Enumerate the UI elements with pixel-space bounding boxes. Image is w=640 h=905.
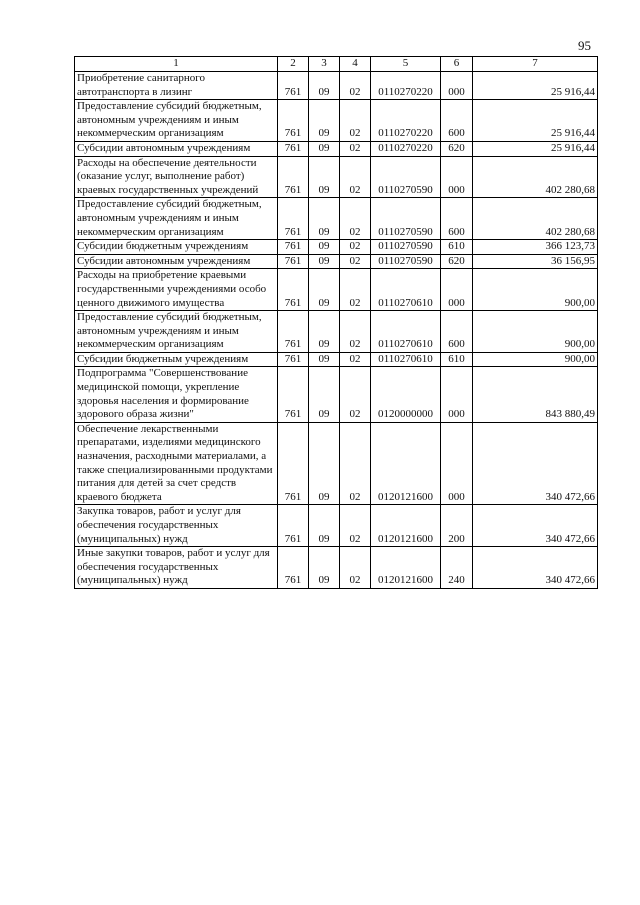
ministry-code-cell: 761 <box>278 198 309 240</box>
expense-type-cell: 610 <box>441 352 473 367</box>
table-row <box>75 547 598 589</box>
expense-name-cell: Субсидии автономным учреждениям <box>75 141 278 156</box>
table-row <box>75 72 598 100</box>
expense-name-cell: Расходы на приобретение краевыми государственными учреждениями особо ценного движимого имущества <box>75 269 278 311</box>
table-row <box>75 156 598 198</box>
amount-cell: 402 280,68 <box>473 156 598 198</box>
ministry-code-cell: 761 <box>278 254 309 269</box>
target-article-cell: 0110270220 <box>371 72 441 100</box>
header-col-5: 5 <box>371 57 441 72</box>
section-code-cell: 09 <box>309 422 340 505</box>
table-row <box>75 254 598 269</box>
table-row <box>75 141 598 156</box>
section-code-cell: 09 <box>309 367 340 422</box>
table-row <box>75 198 598 240</box>
expense-name-cell: Субсидии автономным учреждениям <box>75 254 278 269</box>
table-row <box>75 269 598 311</box>
ministry-code-cell: 761 <box>278 352 309 367</box>
ministry-code-cell: 761 <box>278 141 309 156</box>
expense-type-cell: 000 <box>441 269 473 311</box>
target-article-cell: 0110270610 <box>371 352 441 367</box>
section-code-cell: 09 <box>309 240 340 255</box>
page-number: 95 <box>578 38 591 53</box>
subsection-code-cell: 02 <box>340 311 371 353</box>
header-col-3: 3 <box>309 57 340 72</box>
header-col-7: 7 <box>473 57 598 72</box>
expense-name-cell: Закупка товаров, работ и услуг для обеспечения государственных (муниципальных) нужд <box>75 505 278 547</box>
amount-cell: 25 916,44 <box>473 72 598 100</box>
section-code-cell: 09 <box>309 505 340 547</box>
subsection-code-cell: 02 <box>340 141 371 156</box>
section-code-cell: 09 <box>309 198 340 240</box>
expense-name-cell: Обеспечение лекарственными препаратами, изделиями медицинского назначения, расходными материалами, а также специализированными продуктами питания для детей за счет средств краевого бюджета <box>75 422 278 505</box>
section-code-cell: 09 <box>309 156 340 198</box>
expense-type-cell: 600 <box>441 311 473 353</box>
expense-type-cell: 620 <box>441 141 473 156</box>
amount-cell: 900,00 <box>473 311 598 353</box>
amount-cell: 900,00 <box>473 352 598 367</box>
ministry-code-cell: 761 <box>278 547 309 589</box>
section-code-cell: 09 <box>309 547 340 589</box>
table-row <box>75 240 598 255</box>
amount-cell: 340 472,66 <box>473 547 598 589</box>
table-row <box>75 352 598 367</box>
expense-name-cell: Предоставление субсидий бюджетным, автономным учреждениям и иным некоммерческим организациям <box>75 100 278 142</box>
subsection-code-cell: 02 <box>340 156 371 198</box>
ministry-code-cell: 761 <box>278 100 309 142</box>
header-row <box>75 57 598 72</box>
table-row <box>75 422 598 505</box>
section-code-cell: 09 <box>309 100 340 142</box>
budget-table <box>74 56 598 589</box>
section-code-cell: 09 <box>309 311 340 353</box>
expense-name-cell: Подпрограмма "Совершенствование медицинской помощи, укрепление здоровья населения и формирование здорового образа жизни" <box>75 367 278 422</box>
target-article-cell: 0110270590 <box>371 254 441 269</box>
target-article-cell: 0110270590 <box>371 240 441 255</box>
expense-type-cell: 000 <box>441 422 473 505</box>
amount-cell: 25 916,44 <box>473 141 598 156</box>
section-code-cell: 09 <box>309 254 340 269</box>
subsection-code-cell: 02 <box>340 367 371 422</box>
target-article-cell: 0120121600 <box>371 547 441 589</box>
expense-name-cell: Субсидии бюджетным учреждениям <box>75 240 278 255</box>
table-row <box>75 311 598 353</box>
ministry-code-cell: 761 <box>278 72 309 100</box>
expense-type-cell: 000 <box>441 72 473 100</box>
subsection-code-cell: 02 <box>340 100 371 142</box>
ministry-code-cell: 761 <box>278 311 309 353</box>
expense-type-cell: 000 <box>441 367 473 422</box>
header-col-6: 6 <box>441 57 473 72</box>
expense-type-cell: 600 <box>441 100 473 142</box>
section-code-cell: 09 <box>309 269 340 311</box>
expense-type-cell: 600 <box>441 198 473 240</box>
expense-type-cell: 200 <box>441 505 473 547</box>
header-col-2: 2 <box>278 57 309 72</box>
ministry-code-cell: 761 <box>278 240 309 255</box>
expense-name-cell: Субсидии бюджетным учреждениям <box>75 352 278 367</box>
subsection-code-cell: 02 <box>340 72 371 100</box>
target-article-cell: 0120121600 <box>371 505 441 547</box>
target-article-cell: 0120000000 <box>371 367 441 422</box>
amount-cell: 366 123,73 <box>473 240 598 255</box>
amount-cell: 340 472,66 <box>473 505 598 547</box>
amount-cell: 843 880,49 <box>473 367 598 422</box>
expense-type-cell: 240 <box>441 547 473 589</box>
subsection-code-cell: 02 <box>340 198 371 240</box>
ministry-code-cell: 761 <box>278 156 309 198</box>
target-article-cell: 0110270590 <box>371 156 441 198</box>
subsection-code-cell: 02 <box>340 352 371 367</box>
expense-name-cell: Предоставление субсидий бюджетным, автономным учреждениям и иным некоммерческим организациям <box>75 198 278 240</box>
ministry-code-cell: 761 <box>278 269 309 311</box>
header-col-4: 4 <box>340 57 371 72</box>
section-code-cell: 09 <box>309 141 340 156</box>
amount-cell: 36 156,95 <box>473 254 598 269</box>
ministry-code-cell: 761 <box>278 505 309 547</box>
ministry-code-cell: 761 <box>278 367 309 422</box>
ministry-code-cell: 761 <box>278 422 309 505</box>
target-article-cell: 0110270610 <box>371 269 441 311</box>
table-body <box>75 72 598 589</box>
subsection-code-cell: 02 <box>340 547 371 589</box>
table-row <box>75 367 598 422</box>
header-col-1: 1 <box>75 57 278 72</box>
subsection-code-cell: 02 <box>340 269 371 311</box>
target-article-cell: 0110270590 <box>371 198 441 240</box>
amount-cell: 402 280,68 <box>473 198 598 240</box>
subsection-code-cell: 02 <box>340 240 371 255</box>
expense-name-cell: Приобретение санитарного автотранспорта в лизинг <box>75 72 278 100</box>
amount-cell: 900,00 <box>473 269 598 311</box>
section-code-cell: 09 <box>309 72 340 100</box>
expense-name-cell: Предоставление субсидий бюджетным, автономным учреждениям и иным некоммерческим организациям <box>75 311 278 353</box>
expense-type-cell: 000 <box>441 156 473 198</box>
subsection-code-cell: 02 <box>340 505 371 547</box>
target-article-cell: 0110270220 <box>371 141 441 156</box>
expense-name-cell: Расходы на обеспечение деятельности (оказание услуг, выполнение работ) краевых государственных учреждений <box>75 156 278 198</box>
target-article-cell: 0110270220 <box>371 100 441 142</box>
expense-name-cell: Иные закупки товаров, работ и услуг для обеспечения государственных (муниципальных) нужд <box>75 547 278 589</box>
subsection-code-cell: 02 <box>340 254 371 269</box>
table-row <box>75 100 598 142</box>
expense-type-cell: 610 <box>441 240 473 255</box>
target-article-cell: 0120121600 <box>371 422 441 505</box>
expense-type-cell: 620 <box>441 254 473 269</box>
target-article-cell: 0110270610 <box>371 311 441 353</box>
table-row <box>75 505 598 547</box>
amount-cell: 340 472,66 <box>473 422 598 505</box>
section-code-cell: 09 <box>309 352 340 367</box>
amount-cell: 25 916,44 <box>473 100 598 142</box>
subsection-code-cell: 02 <box>340 422 371 505</box>
